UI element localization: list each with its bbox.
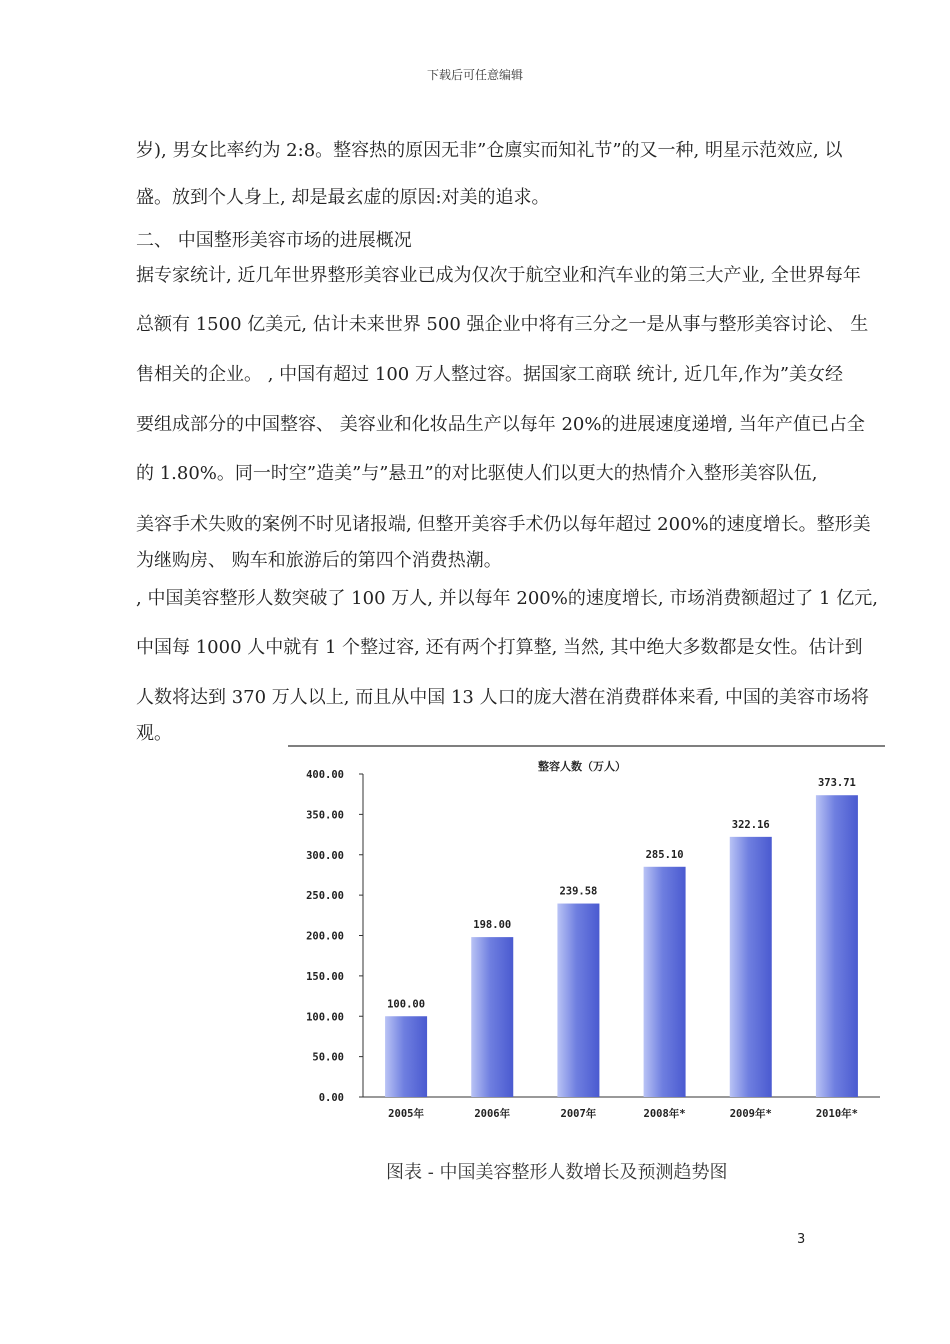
paragraph-line: 总额有 1500 亿美元, 估计未来世界 500 强企业中将有三分之一是从事与整形美容讨论、 生 (136, 314, 869, 335)
y-tick-label: 200.00 (306, 930, 344, 943)
y-tick-label: 0.00 (318, 1092, 344, 1104)
y-tick-label: 300.00 (306, 849, 344, 862)
bar-value-label: 373.71 (817, 777, 856, 790)
bar-value-label: 100.00 (387, 998, 426, 1011)
paragraph-line: 观。 (136, 723, 172, 744)
bar-value-label: 198.00 (473, 919, 512, 932)
paragraph-line: 美容手术失败的案例不时见诸报端, 但整开美容手术仍以每年超过 200%的速度增长。整形美 (136, 514, 871, 535)
x-tick-label: 2005年 (388, 1108, 424, 1120)
bar (385, 1016, 427, 1097)
x-tick-label: 2006年 (474, 1108, 511, 1120)
bar (730, 837, 772, 1097)
paragraph-line: , 中国美容整形人数突破了 100 万人, 并以每年 200%的速度增长, 市场消费额超过了 1 亿元, (136, 588, 878, 609)
bar-value-label: 239.58 (559, 885, 598, 898)
y-tick-label: 50.00 (312, 1051, 344, 1064)
paragraph-line: 岁), 男女比率约为 2:8。整容热的原因无非”仓廪实而知礼节”的又一种, 明星示范效应, 以 (136, 140, 843, 161)
x-tick-label: 2007年 (560, 1108, 597, 1120)
paragraph-line: 为继购房、 购车和旅游后的第四个消费热潮。 (136, 550, 502, 571)
bar-value-label: 322.16 (731, 818, 770, 831)
y-tick-label: 150.00 (306, 970, 344, 983)
section-heading: 二、 中国整形美容市场的进展概况 (136, 230, 412, 251)
y-tick-label: 400.00 (306, 769, 344, 781)
paragraph-line: 盛。放到个人身上, 却是最玄虚的原因:对美的追求。 (136, 187, 550, 208)
y-tick-label: 250.00 (306, 890, 344, 903)
y-tick-label: 350.00 (306, 809, 344, 822)
bar (644, 867, 686, 1097)
paragraph-line: 售相关的企业。 , 中国有超过 100 万人整过容。据国家工商联 统计, 近几年,作为”美女经 (136, 364, 844, 385)
bar (471, 937, 513, 1097)
bar-value-label: 285.10 (645, 848, 684, 861)
page-number: 3 (797, 1232, 806, 1247)
bar (557, 904, 599, 1097)
x-tick-label: 2009年* (729, 1108, 772, 1120)
paragraph-line: 中国每 1000 人中就有 1 个整过容, 还有两个打算整, 当然, 其中绝大多数都是女性。估计到 (136, 637, 863, 658)
paragraph-line: 要组成部分的中国整容、 美容业和化妆品生产以每年 20%的进展速度递增, 当年产值已占全 (136, 414, 865, 435)
paragraph-line: 人数将达到 370 万人以上, 而且从中国 13 人口的庞大潜在消费群体来看, 中国的美容市场将 (136, 687, 870, 708)
x-tick-label: 2010年* (815, 1108, 858, 1120)
y-tick-label: 100.00 (306, 1011, 344, 1024)
chart-title: 整容人数（万人） (538, 760, 626, 773)
bar (816, 795, 858, 1097)
paragraph-line: 据专家统计, 近几年世界整形美容业已成为仅次于航空业和汽车业的第三大产业, 全世界每年 (136, 265, 861, 286)
header-note: 下载后可任意编辑 (426, 68, 523, 82)
figure-caption: 图表 - 中国美容整形人数增长及预测趋势图 (386, 1162, 728, 1183)
paragraph-line: 的 1.80%。同一时空”造美”与”悬丑”的对比驱使人们以更大的热情介入整形美容队伍, (136, 463, 818, 484)
x-tick-label: 2008年* (643, 1108, 686, 1120)
